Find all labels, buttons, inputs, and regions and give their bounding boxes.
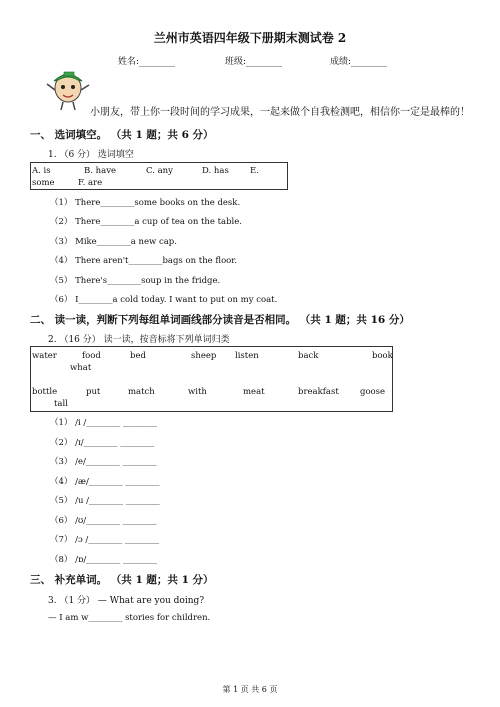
exercise-item: （1） There________some books on the desk. bbox=[50, 198, 241, 208]
table-word: match bbox=[128, 387, 155, 397]
table-word: goose bbox=[360, 387, 386, 397]
question-1-prompt: 1. （6 分） 选词填空 bbox=[48, 150, 134, 160]
table-word: bottle bbox=[32, 387, 58, 397]
question-2-prompt: 2. （16 分） 读一读，按音标将下列单词归类 bbox=[48, 335, 230, 345]
phonetic-item: （6） /ʊ/________ ________ bbox=[50, 516, 157, 526]
word-option: B. have bbox=[84, 166, 117, 176]
exercise-item: （4） There aren't________bags on the floor. bbox=[50, 256, 238, 266]
table-word: bed bbox=[130, 351, 146, 361]
section-1-heading: 一、 选词填空。 （共 1 题；共 6 分） bbox=[30, 129, 214, 141]
phonetic-item: （5） /u /________ ________ bbox=[50, 496, 160, 506]
section-3-heading: 三、 补充单词。 （共 1 题；共 1 分） bbox=[30, 574, 214, 586]
phonetic-item: （4） /æ/________ ________ bbox=[50, 477, 160, 487]
exercise-item: （2） There________a cup of tea on the table. bbox=[50, 217, 242, 227]
word-option: A. is bbox=[32, 166, 51, 176]
word-option: F. are bbox=[78, 178, 103, 188]
word-option: some bbox=[32, 178, 55, 188]
name-field-label: 姓名:________ bbox=[118, 57, 176, 67]
score-field-label: 成绩:________ bbox=[330, 57, 388, 67]
table-word: with bbox=[188, 387, 207, 397]
table-word: put bbox=[86, 387, 101, 397]
table-word: sheep bbox=[191, 351, 217, 361]
phonetic-item: （3） /e/________ ________ bbox=[50, 457, 157, 467]
phonetic-item: （2） /ɪ/________ ________ bbox=[50, 438, 155, 448]
table-word: meat bbox=[243, 387, 265, 397]
word-option: C. any bbox=[146, 166, 173, 176]
word-option: D. has bbox=[202, 166, 229, 176]
question-3-prompt: 3. （1 分） — What are you doing? bbox=[48, 596, 205, 606]
table-word: water bbox=[32, 351, 57, 361]
table-word: tall bbox=[54, 399, 68, 409]
table-word: breakfast bbox=[298, 387, 339, 397]
section-2-heading: 二、 读一读，判断下列每组单词画线部分读音是否相同。 （共 1 题；共 16 分） bbox=[30, 314, 410, 326]
table-word: listen bbox=[235, 351, 259, 361]
word-option: E. bbox=[250, 166, 259, 176]
phonetic-item: （1） /i /________ ________ bbox=[50, 418, 157, 428]
mascot-illustration bbox=[44, 66, 92, 112]
exercise-item: （6） I________a cold today. I want to put on my coat. bbox=[50, 295, 278, 305]
question-3-answer: — I am w________ stories for children. bbox=[48, 613, 211, 623]
phonetic-item: （8） /ɒ/________ ________ bbox=[50, 555, 157, 565]
table-word: what bbox=[70, 363, 92, 373]
exercise-item: （3） Mike________a new cap. bbox=[50, 237, 177, 247]
page-footer: 第 1 页 共 6 页 bbox=[222, 685, 278, 694]
phonetic-item: （7） /ɔ /________ ________ bbox=[50, 535, 160, 545]
page-title: 兰州市英语四年级下册期末测试卷 2 bbox=[153, 31, 347, 45]
class-field-label: 班级:________ bbox=[225, 57, 283, 67]
table-word: back bbox=[298, 351, 319, 361]
encouragement-text: 小朋友，带上你一段时间的学习成果，一起来做个自我检测吧，相信你一定是最棒的！ bbox=[90, 107, 470, 118]
table-word: food bbox=[82, 351, 101, 361]
exercise-item: （5） There's________soup in the fridge. bbox=[50, 276, 221, 286]
table-word: book bbox=[372, 351, 393, 361]
